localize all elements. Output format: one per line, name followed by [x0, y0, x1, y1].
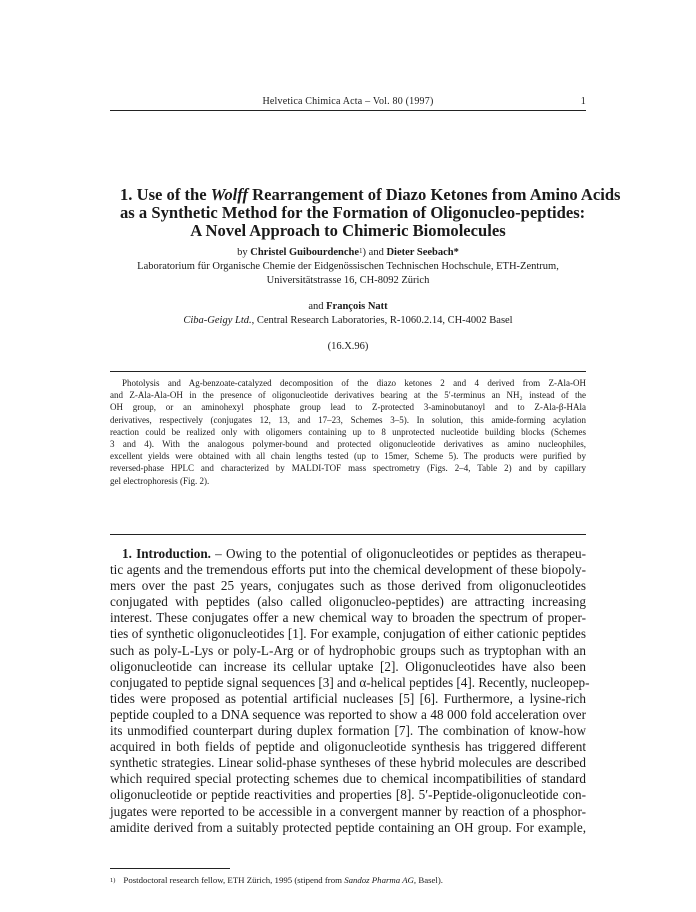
author-1: Christel Guibourdenche: [250, 247, 360, 258]
body-line: amidite derived from a suitably protected peptide containing an OH group. For example,: [110, 819, 586, 835]
journal-header: Helvetica Chimica Acta – Vol. 80 (1997): [262, 96, 434, 107]
running-head: [110, 96, 586, 107]
abstract-line: and Z-Ala-Ala-OH in the presence of oligonucleotide derivatives bearing at the 5′-terminus an NH₂ instead of the: [110, 390, 586, 401]
body-line: ties of synthetic oligonucleotides [1]. For example, conjugation of either cationic peptides: [110, 626, 586, 642]
abstract-line: Photolysis and Ag-benzoate-catalyzed decomposition of the diazo ketones 2 and 4 derived from Z-Ala-OH: [122, 378, 586, 388]
body-line: conjugated to peptide signal sequences [3] and α-helical peptides [4]. Recently, nucleopep-: [110, 674, 590, 690]
author-block: [110, 246, 586, 354]
footnote-rule: [110, 868, 230, 869]
title-line-3: A Novel Approach to Chimeric Biomolecules: [190, 221, 506, 240]
body-line: oligonucleotide can increase its cellular uptake [2]. Oligonucleotides have also been: [110, 658, 586, 674]
body-line: tic agents and the tremendous efforts put into the chemical development of these biopoly-: [110, 562, 586, 578]
abstract-line: gel electrophoresis (Fig. 2).: [110, 475, 210, 486]
title-line-1: 1. Use of the Wolff Rearrangement of Diazo Ketones from Amino Acids: [120, 185, 621, 204]
footnote-mark: 1): [110, 877, 116, 884]
abstract-top-rule: [110, 371, 586, 372]
abstract-line: reaction could be realized only with oligomers containing up to 8 unprotected nucleotide building blocks (Schemes: [110, 426, 586, 437]
article-title: [120, 185, 621, 240]
abstract-line: 3 and 4). With the analogous polymer-bound and protected oligonucleotide derivatives as amino nucleophiles,: [110, 439, 586, 450]
footnote: $^{1)}$ Postdoctoral research fellow, ETH Zürich, 1995 (stipend from Sandoz Pharma AG, Basel).: [110, 875, 443, 885]
body-line: its unmodified counterpart during duplex formation [7]. The combination of know-how: [110, 723, 586, 739]
author-3-line: and François Natt: [308, 301, 388, 312]
received-date: (16.X.96): [327, 341, 369, 352]
abstract-line: OH group, or an aminohexyl phosphate group lead to Z-protected 3-aminobutanoyl and to Z-Ala-β-HAla: [110, 402, 586, 413]
header-rule: [110, 110, 586, 111]
body-line: such as poly-L-Lys or poly-L-Arg or of hydrophobic groups such as tryptophan with an: [110, 642, 586, 658]
body-line: 1. Introduction. – Owing to the potential of oligonucleotides or peptides as therapeu-: [122, 546, 586, 561]
author-3: François Natt: [326, 301, 388, 312]
abstract-line: reversed-phase HPLC and characterized by MALDI-TOF mass spectrometry (Figs. 2–4, Table 2) and by capillary: [110, 463, 586, 474]
abstract-bottom-rule: [110, 534, 586, 535]
body-line: acquired in both fields of peptide and oligonucleotide synthesis has triggered different: [110, 739, 586, 755]
body-line: jugates were reported to be accessible in a convergent manner by reaction of a phosphor-: [110, 803, 586, 819]
section-heading: 1. Introduction.: [122, 546, 211, 561]
author-1-footnote-ref: 1: [359, 247, 363, 255]
author-line: by Christel Guibourdenche$^1$) and Dieter Seebach*: [237, 247, 459, 258]
body-line: synthetic strategies. Linear solid-phase syntheses of these hybrid molecules are described: [110, 755, 586, 771]
introduction-section: [110, 546, 590, 836]
abstract-line: derivatives, respectively (conjugates 12, 13, and 17–23, Schemes 3–5). In solution, this amide-forming acylation: [110, 414, 586, 425]
body-line: interest. These conjugates offer a new chemical way to broaden the spectrum of proper-: [110, 610, 586, 626]
body-line: peptide coupled to a DNA sequence was reported to show a 48 000 fold acceleration over: [110, 706, 586, 722]
abstract: [110, 377, 586, 487]
affiliation-1-line-2: Universitätstrasse 16, CH-8092 Zürich: [266, 275, 430, 286]
footnote-sponsor: Sandoz Pharma AG: [344, 875, 414, 885]
affiliation-1-line-1: Laboratorium für Organische Chemie der Eidgenössischen Technischen Hochschule, ETH-Zentrum,: [137, 261, 559, 272]
body-line: which required special protecting schemes due to chemical incompatibilities of standard: [110, 771, 586, 787]
page-number: 1: [580, 96, 586, 107]
title-italic-name: Wolff: [210, 185, 248, 204]
title-line-2: as a Synthetic Method for the Formation of Oligonucleo-peptides:: [120, 203, 586, 222]
body-line: tides were proposed as potential artificial nucleases [5] [6]. Furthermore, a lysine-rich: [110, 690, 586, 706]
author-2: Dieter Seebach*: [386, 247, 459, 258]
abstract-line: excellent yields were obtained with all chain lengths tested (up to 15mer, Scheme 5). The products were purified by: [110, 451, 586, 462]
affiliation-2-company: Ciba-Geigy Ltd.: [183, 315, 252, 326]
body-line: conjugated with peptides (also called oligonucleo-peptides) are attracting increasing: [110, 594, 586, 610]
affiliation-2: Ciba-Geigy Ltd., Central Research Laboratories, R-1060.2.14, CH-4002 Basel: [183, 315, 513, 326]
body-line: oligonucleotide or peptide reactivities and properties [8]. 5′-Peptide-oligonucleotide con-: [110, 787, 586, 803]
body-line: mers over the past 25 years, conjugates such as those derived from oligonucleotides: [110, 578, 586, 594]
